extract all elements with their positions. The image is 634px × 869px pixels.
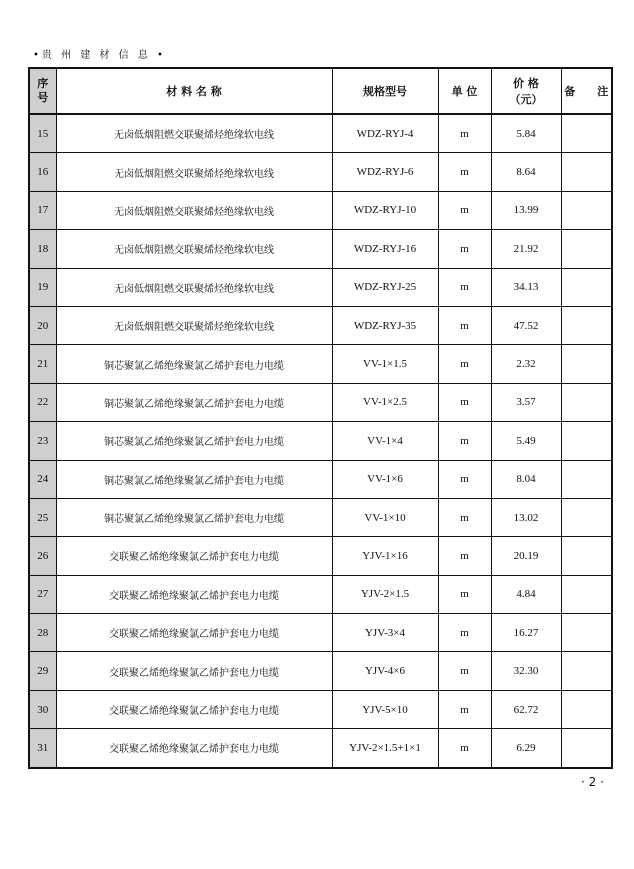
column-header-seq: 序 号 bbox=[29, 68, 56, 114]
cell-price: 20.19 bbox=[491, 537, 561, 575]
column-header-price: 价 格 （元） bbox=[491, 68, 561, 114]
cell-price: 62.72 bbox=[491, 690, 561, 728]
table-row bbox=[29, 345, 612, 383]
cell-spec: YJV-5×10 bbox=[332, 690, 438, 728]
cell-seq: 25 bbox=[29, 498, 56, 536]
table-row bbox=[29, 191, 612, 229]
cell-remark bbox=[561, 690, 612, 728]
cell-seq: 15 bbox=[29, 114, 56, 153]
cell-remark bbox=[561, 268, 612, 306]
cell-price: 13.99 bbox=[491, 191, 561, 229]
cell-remark bbox=[561, 614, 612, 652]
cell-remark bbox=[561, 460, 612, 498]
publication-header: •贵 州 建 材 信 息 • bbox=[33, 50, 166, 61]
cell-name: 无卤低烟阻燃交联聚烯烃绝缘软电线 bbox=[56, 230, 332, 268]
cell-seq: 23 bbox=[29, 422, 56, 460]
table-row bbox=[29, 498, 612, 536]
cell-spec: YJV-1×16 bbox=[332, 537, 438, 575]
cell-price: 4.84 bbox=[491, 575, 561, 613]
cell-name: 交联聚乙烯绝缘聚氯乙烯护套电力电缆 bbox=[56, 652, 332, 690]
cell-price: 6.29 bbox=[491, 729, 561, 768]
cell-seq: 26 bbox=[29, 537, 56, 575]
cell-unit: m bbox=[438, 575, 491, 613]
cell-remark bbox=[561, 575, 612, 613]
cell-name: 铜芯聚氯乙烯绝缘聚氯乙烯护套电力电缆 bbox=[56, 498, 332, 536]
cell-unit: m bbox=[438, 537, 491, 575]
cell-spec: WDZ-RYJ-10 bbox=[332, 191, 438, 229]
cell-name: 无卤低烟阻燃交联聚烯烃绝缘软电线 bbox=[56, 191, 332, 229]
cell-price: 47.52 bbox=[491, 306, 561, 344]
cell-name: 无卤低烟阻燃交联聚烯烃绝缘软电线 bbox=[56, 268, 332, 306]
cell-name: 铜芯聚氯乙烯绝缘聚氯乙烯护套电力电缆 bbox=[56, 345, 332, 383]
cell-remark bbox=[561, 422, 612, 460]
column-header-unit: 单 位 bbox=[438, 68, 491, 114]
cell-name: 无卤低烟阻燃交联聚烯烃绝缘软电线 bbox=[56, 114, 332, 153]
cell-spec: WDZ-RYJ-25 bbox=[332, 268, 438, 306]
cell-spec: VV-1×1.5 bbox=[332, 345, 438, 383]
cell-unit: m bbox=[438, 114, 491, 153]
cell-unit: m bbox=[438, 729, 491, 768]
cell-remark bbox=[561, 345, 612, 383]
cell-price: 2.32 bbox=[491, 345, 561, 383]
cell-remark bbox=[561, 191, 612, 229]
cell-price: 8.64 bbox=[491, 153, 561, 191]
cell-unit: m bbox=[438, 306, 491, 344]
cell-unit: m bbox=[438, 422, 491, 460]
cell-seq: 20 bbox=[29, 306, 56, 344]
table-row bbox=[29, 729, 612, 768]
table-row bbox=[29, 153, 612, 191]
cell-unit: m bbox=[438, 652, 491, 690]
table-row bbox=[29, 268, 612, 306]
cell-name: 交联聚乙烯绝缘聚氯乙烯护套电力电缆 bbox=[56, 614, 332, 652]
table-row bbox=[29, 614, 612, 652]
table-row bbox=[29, 575, 612, 613]
cell-spec: YJV-4×6 bbox=[332, 652, 438, 690]
cell-unit: m bbox=[438, 383, 491, 421]
cell-name: 交联聚乙烯绝缘聚氯乙烯护套电力电缆 bbox=[56, 575, 332, 613]
cell-remark bbox=[561, 114, 612, 153]
cell-price: 3.57 bbox=[491, 383, 561, 421]
cell-unit: m bbox=[438, 498, 491, 536]
cell-remark bbox=[561, 383, 612, 421]
cell-spec: VV-1×10 bbox=[332, 498, 438, 536]
cell-unit: m bbox=[438, 345, 491, 383]
cell-unit: m bbox=[438, 230, 491, 268]
cell-seq: 27 bbox=[29, 575, 56, 613]
cell-spec: YJV-2×1.5 bbox=[332, 575, 438, 613]
cell-seq: 30 bbox=[29, 690, 56, 728]
cell-seq: 19 bbox=[29, 268, 56, 306]
cell-spec: YJV-2×1.5+1×1 bbox=[332, 729, 438, 768]
cell-seq: 17 bbox=[29, 191, 56, 229]
cell-remark bbox=[561, 652, 612, 690]
table-row bbox=[29, 114, 612, 153]
cell-name: 交联聚乙烯绝缘聚氯乙烯护套电力电缆 bbox=[56, 729, 332, 768]
cell-remark bbox=[561, 537, 612, 575]
cell-spec: YJV-3×4 bbox=[332, 614, 438, 652]
cell-spec: WDZ-RYJ-6 bbox=[332, 153, 438, 191]
cell-name: 铜芯聚氯乙烯绝缘聚氯乙烯护套电力电缆 bbox=[56, 422, 332, 460]
cell-remark bbox=[561, 306, 612, 344]
cell-remark bbox=[561, 153, 612, 191]
cell-price: 21.92 bbox=[491, 230, 561, 268]
table-row bbox=[29, 652, 612, 690]
cell-unit: m bbox=[438, 268, 491, 306]
cell-price: 8.04 bbox=[491, 460, 561, 498]
cell-remark bbox=[561, 729, 612, 768]
cell-remark bbox=[561, 498, 612, 536]
cell-seq: 31 bbox=[29, 729, 56, 768]
cell-seq: 22 bbox=[29, 383, 56, 421]
cell-price: 5.84 bbox=[491, 114, 561, 153]
price-table bbox=[28, 67, 613, 769]
table-row bbox=[29, 460, 612, 498]
table-row bbox=[29, 306, 612, 344]
table-header-row bbox=[29, 68, 612, 114]
cell-unit: m bbox=[438, 191, 491, 229]
cell-seq: 29 bbox=[29, 652, 56, 690]
cell-name: 铜芯聚氯乙烯绝缘聚氯乙烯护套电力电缆 bbox=[56, 460, 332, 498]
cell-unit: m bbox=[438, 153, 491, 191]
cell-spec: WDZ-RYJ-16 bbox=[332, 230, 438, 268]
page-number: · 2 · bbox=[581, 775, 604, 789]
cell-seq: 16 bbox=[29, 153, 56, 191]
cell-price: 13.02 bbox=[491, 498, 561, 536]
cell-seq: 18 bbox=[29, 230, 56, 268]
cell-unit: m bbox=[438, 690, 491, 728]
table-row bbox=[29, 230, 612, 268]
cell-price: 16.27 bbox=[491, 614, 561, 652]
cell-name: 无卤低烟阻燃交联聚烯烃绝缘软电线 bbox=[56, 153, 332, 191]
cell-unit: m bbox=[438, 614, 491, 652]
cell-name: 铜芯聚氯乙烯绝缘聚氯乙烯护套电力电缆 bbox=[56, 383, 332, 421]
cell-spec: VV-1×6 bbox=[332, 460, 438, 498]
table-row bbox=[29, 690, 612, 728]
cell-spec: VV-1×2.5 bbox=[332, 383, 438, 421]
table-row bbox=[29, 537, 612, 575]
cell-name: 交联聚乙烯绝缘聚氯乙烯护套电力电缆 bbox=[56, 537, 332, 575]
cell-spec: WDZ-RYJ-4 bbox=[332, 114, 438, 153]
cell-spec: WDZ-RYJ-35 bbox=[332, 306, 438, 344]
cell-seq: 28 bbox=[29, 614, 56, 652]
column-header-name: 材 料 名 称 bbox=[56, 68, 332, 114]
cell-name: 无卤低烟阻燃交联聚烯烃绝缘软电线 bbox=[56, 306, 332, 344]
table-body bbox=[29, 114, 612, 768]
cell-price: 32.30 bbox=[491, 652, 561, 690]
cell-seq: 21 bbox=[29, 345, 56, 383]
table-row bbox=[29, 383, 612, 421]
cell-name: 交联聚乙烯绝缘聚氯乙烯护套电力电缆 bbox=[56, 690, 332, 728]
cell-price: 34.13 bbox=[491, 268, 561, 306]
cell-unit: m bbox=[438, 460, 491, 498]
column-header-spec: 规格型号 bbox=[332, 68, 438, 114]
table-row bbox=[29, 422, 612, 460]
column-header-remark: 备 注 bbox=[561, 68, 612, 114]
cell-price: 5.49 bbox=[491, 422, 561, 460]
cell-seq: 24 bbox=[29, 460, 56, 498]
cell-remark bbox=[561, 230, 612, 268]
cell-spec: VV-1×4 bbox=[332, 422, 438, 460]
